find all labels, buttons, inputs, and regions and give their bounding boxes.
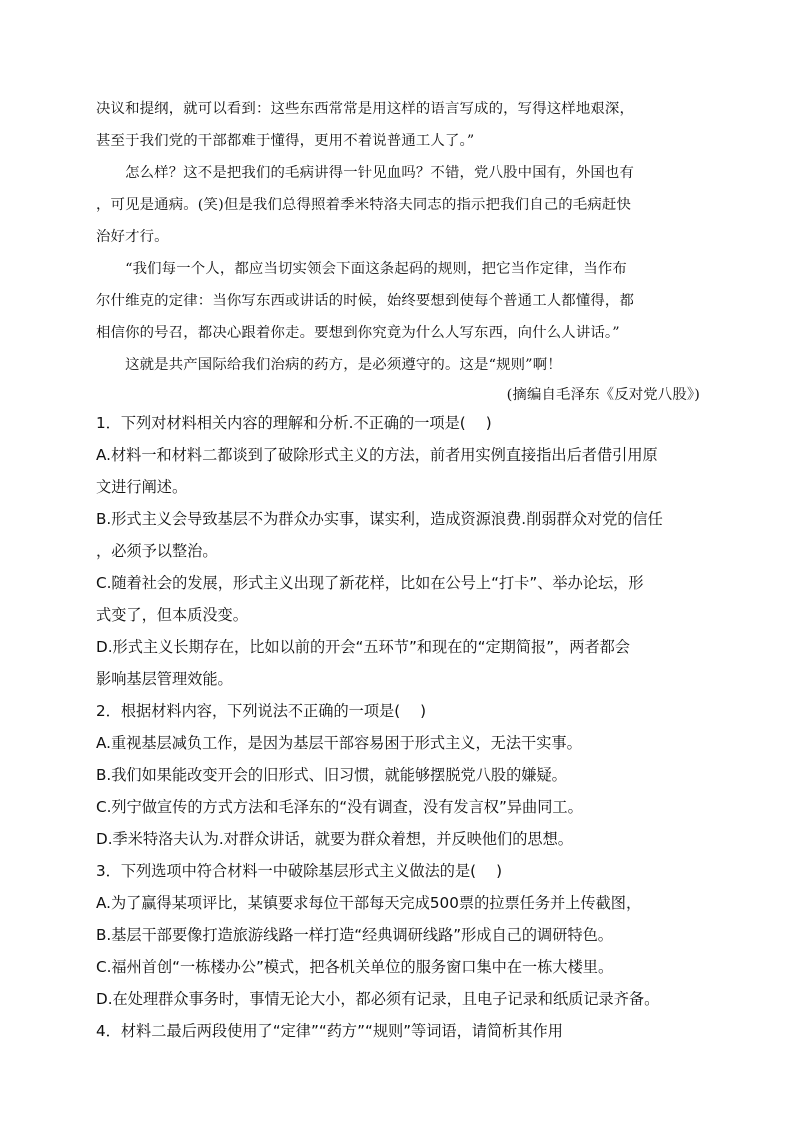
question-line: 4．材料二最后两段使用了“定律”“药方”“规则”等词语，请简析其作用 (96, 1022, 563, 1040)
passage-line: 相信你的号召，都决心跟着你走。要想到你究竟为什么人写东西，向什么人讲话。” (96, 325, 620, 341)
question-line: ，必须予以整治。 (96, 542, 218, 560)
source-note: (摘编自毛泽东《反对党八股》) (506, 387, 700, 403)
question-line: D.形式主义长期存在，比如以前的开会“五环节”和现在的“定期简报”，两者都会 (96, 638, 630, 656)
question-line: 影响基层管理效能。 (96, 670, 233, 688)
question-line: A.重视基层减负工作，是因为基层干部容易困于形式主义，无法干实事。 (96, 734, 582, 752)
passage-line: “我们每一个人，都应当切实领会下面这条起码的规则，把它当作定律，当作布 (96, 261, 627, 277)
passage-line: 决议和提纲，就可以看到：这些东西常常是用这样的语言写成的，写得这样地艰深， (96, 101, 635, 117)
question-line: 1．下列对材料相关内容的理解和分析.不正确的一项是( ) (96, 414, 492, 432)
question-line: D.在处理群众事务时，事情无论大小，都必须有记录，且电子记录和纸质记录齐备。 (96, 990, 660, 1008)
question-line: A.材料一和材料二都谈到了破除形式主义的方法，前者用实例直接指出后者借引用原 (96, 446, 658, 464)
question-line: C.列宁做宣传的方式方法和毛泽东的“没有调查，没有发言权”异曲同工。 (96, 798, 583, 816)
passage-line: 尔什维克的定律：当你写东西或讲话的时候，始终要想到使每个普通工人都懂得，都 (96, 293, 635, 309)
question-line: 3．下列选项中符合材料一中破除基层形式主义做法的是( ) (96, 862, 503, 880)
question-line: B.基层干部要像打造旅游线路一样打造“经典调研线路”形成自己的调研特色。 (96, 926, 613, 944)
question-line: B.形式主义会导致基层不为群众办实事，谋实利，造成资源浪费.削弱群众对党的信任 (96, 510, 663, 528)
question-line: C.随着社会的发展，形式主义出现了新花样，比如在公号上“打卡”、举办论坛，形 (96, 574, 644, 592)
question-line: A.为了赢得某项评比，某镇要求每位干部每天完成500票的拉票任务并上传截图， (96, 894, 642, 912)
passage-line: 甚至于我们党的干部都难于懂得，更用不着说普通工人了。” (96, 133, 475, 149)
question-line: B.我们如果能改变开会的旧形式、旧习惯，就能够摆脱党八股的嫌疑。 (96, 766, 567, 784)
passage-line: 这就是共产国际给我们治病的药方，是必须遵守的。这是“规则”啊！ (96, 357, 562, 373)
question-line: 2．根据材料内容，下列说法不正确的一项是( ) (96, 702, 427, 720)
question-line: D.季米特洛夫认为.对群众讲话，就要为群众着想，并反映他们的思想。 (96, 830, 573, 848)
question-line: 式变了，但本质没变。 (96, 606, 248, 624)
passage-line: ，可见是通病。(笑)但是我们总得照着季米特洛夫同志的指示把我们自己的毛病赶快 (96, 197, 631, 213)
passage-line: 治好才行。 (96, 229, 169, 245)
question-line: 文进行阐述。 (96, 478, 188, 496)
question-line: C.福州首创“一栋楼办公”模式，把各机关单位的服务窗口集中在一栋大楼里。 (96, 958, 614, 976)
passage-line: 怎么样？这不是把我们的毛病讲得一针见血吗？不错，党八股中国有，外国也有 (96, 165, 635, 181)
